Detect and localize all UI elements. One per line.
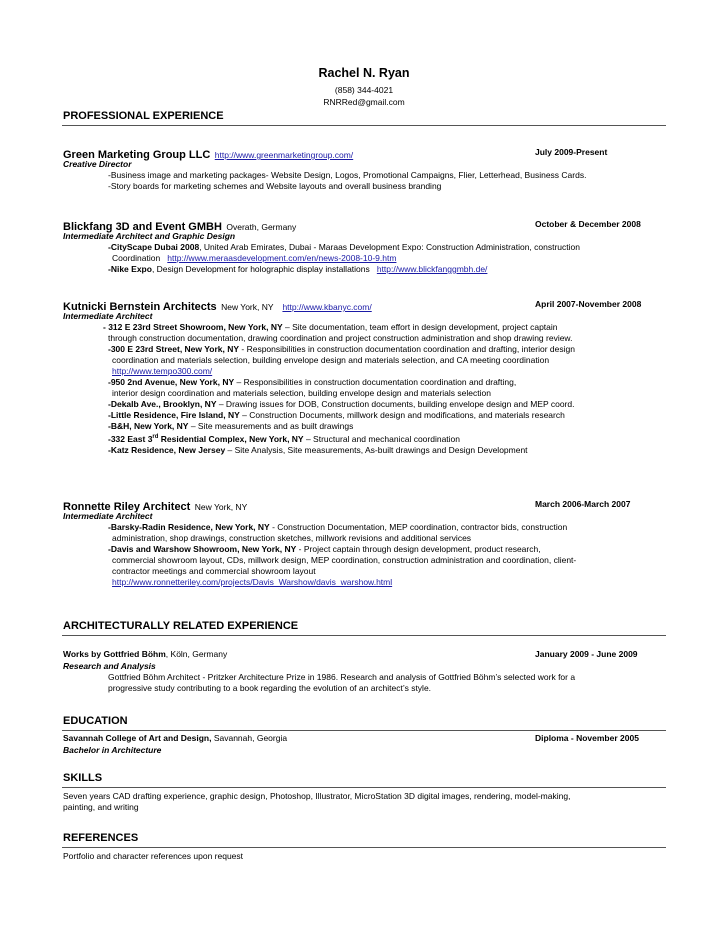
job-bullet: -Dekalb Ave., Brooklyn, NY – Drawing issues for DOB, Construction documents, building envelope design and MEP coord. — [108, 399, 575, 409]
company-link[interactable]: http://www.greenmarketingroup.com/ — [214, 150, 354, 160]
section-title-references: REFERENCES — [63, 832, 139, 844]
job-bullet: -332 East 3rd Residential Complex, New York, NY – Structural and mechanical coordination — [108, 433, 461, 444]
job-date: January 2009 - June 2009 — [535, 649, 638, 659]
job-role: Creative Director — [63, 159, 132, 169]
references-content — [63, 851, 663, 862]
job-description: progressive study contributing to a book regarding the evolution of an architect’s style. — [108, 683, 432, 693]
company-location: New York, NY — [221, 302, 274, 312]
resume-header — [300, 66, 428, 108]
job-ronnette-riley — [63, 497, 663, 588]
section-divider — [62, 787, 666, 788]
section-divider — [62, 730, 666, 731]
job-bullet: -Story boards for marketing schemes and Website layouts and overall business branding — [108, 181, 442, 191]
job-role: Intermediate Architect — [63, 311, 153, 321]
job-blickfang — [63, 217, 663, 275]
school-location: Savannah, Georgia — [211, 733, 288, 743]
email-address: RNRRed@gmail.com — [323, 97, 405, 107]
project-link[interactable]: http://www.blickfanggmbh.de/ — [376, 264, 488, 274]
section-title-professional: PROFESSIONAL EXPERIENCE — [63, 110, 224, 122]
school-name: Savannah College of Art and Design, — [63, 733, 212, 743]
job-date: April 2007-November 2008 — [535, 299, 642, 309]
skills-text: Seven years CAD drafting experience, graphic design, Photoshop, Illustrator, MicroStation 3D digital images, rendering, model-making, — [63, 791, 571, 801]
job-bullet-continuation: through construction documentation, drawing coordination and project construction administration and shop drawing review. — [108, 333, 573, 343]
section-divider — [62, 125, 666, 126]
job-green-marketing — [63, 145, 663, 192]
company-name: Blickfang 3D and Event GMBH — [63, 221, 222, 233]
job-bullet-continuation: coordination and materials selection, building envelope design and materials selection, and CA meeting coordination — [112, 355, 550, 365]
project-link[interactable]: http://www.ronnetteriley.com/projects/Davis_Warshow/davis_warshow.html — [112, 577, 393, 587]
section-title-skills: SKILLS — [63, 772, 103, 784]
candidate-name: Rachel N. Ryan — [318, 66, 410, 80]
education-date: Diploma - November 2005 — [535, 733, 639, 743]
job-bullet: -300 E 23rd Street, New York, NY - Responsibilities in construction documentation coordination and drafting, interior design — [108, 344, 575, 354]
job-bullet: -Little Residence, Fire Island, NY – Construction Documents, millwork design and modifications, and materials research — [108, 410, 565, 420]
experience-gottfried-bohm — [63, 649, 663, 694]
job-description: Gottfried Böhm Architect - Pritzker Architecture Prize in 1986. Research and analysis of Gottfried Böhm’s selected work for a — [108, 672, 576, 682]
job-role: Research and Analysis — [63, 661, 156, 671]
job-bullet-continuation: contractor meetings and commercial showroom layout — [112, 566, 316, 576]
company-name: Green Marketing Group LLC — [63, 149, 211, 161]
degree: Bachelor in Architecture — [63, 745, 162, 755]
job-role: Intermediate Architect — [63, 511, 153, 521]
job-bullet: -Katz Residence, New Jersey – Site Analysis, Site measurements, As-built drawings and Design Development — [108, 444, 528, 455]
job-bullet-continuation: Coordination http://www.meraasdevelopment.com/en/news-2008-10-9.htm — [112, 253, 397, 263]
job-bullet: -Business image and marketing packages- Website Design, Logos, Promotional Campaigns, Flier, Letterhead, Business Cards. — [108, 170, 587, 180]
job-bullet-continuation: administration, shop drawings, construction sketches, millwork revisions and additional services — [112, 533, 472, 543]
references-text: Portfolio and character references upon request — [63, 851, 244, 861]
job-date: October & December 2008 — [535, 219, 641, 229]
job-kutnicki-bernstein — [63, 297, 663, 456]
job-bullet: -Barsky-Radin Residence, New York, NY - Construction Documentation, MEP coordination, contractor bids, construction — [108, 522, 568, 532]
job-role: Intermediate Architect and Graphic Design — [63, 231, 236, 241]
section-title-education: EDUCATION — [63, 715, 128, 727]
company-location: Overath, Germany — [226, 222, 297, 232]
job-bullet-continuation: commercial showroom layout, CDs, millwork design, MEP coordination, construction administration and coordination, client- — [112, 555, 577, 565]
job-bullet: -Davis and Warshow Showroom, New York, NY - Project captain through design development, product research, — [108, 544, 541, 554]
section-title-architectural: ARCHITECTURALLY RELATED EXPERIENCE — [63, 620, 299, 632]
job-bullet-continuation — [63, 366, 663, 377]
company-name: Kutnicki Bernstein Architects — [63, 301, 217, 313]
job-bullet: -950 2nd Avenue, New York, NY – Responsibilities in construction documentation coordination and drafting, — [108, 377, 517, 387]
company-name: Works by Gottfried Böhm — [63, 649, 166, 659]
skills-content — [63, 791, 663, 813]
project-link[interactable]: http://www.tempo300.com/ — [112, 366, 213, 376]
job-bullet: - 312 E 23rd Street Showroom, New York, NY – Site documentation, team effort in design development, project captain — [103, 322, 558, 332]
project-link[interactable]: http://www.meraasdevelopment.com/en/news-2008-10-9.htm — [167, 253, 397, 263]
job-date: July 2009-Present — [535, 147, 608, 157]
job-bullet-continuation — [63, 577, 663, 588]
job-bullet: -Nike Expo, Design Development for holographic display installations http://www.blickfanggmbh.de/ — [108, 264, 488, 274]
phone-number: (858) 344-4021 — [334, 85, 394, 95]
job-bullet: -B&H, New York, NY – Site measurements and as built drawings — [108, 421, 354, 431]
skills-text: painting, and writing — [63, 802, 139, 812]
company-name: Ronnette Riley Architect — [63, 501, 191, 513]
company-location: , Köln, Germany — [165, 649, 228, 659]
job-date: March 2006-March 2007 — [535, 499, 631, 509]
job-bullet-continuation: interior design coordination and materials selection, building envelope design and materials selection — [112, 388, 491, 398]
section-divider — [62, 635, 666, 636]
job-bullet: -CityScape Dubai 2008, United Arab Emirates, Dubai - Maraas Development Expo: Construction Administration, construction — [108, 242, 580, 252]
section-divider — [62, 847, 666, 848]
company-link[interactable]: http://www.kbanyc.com/ — [282, 302, 372, 312]
education-entry — [63, 733, 663, 756]
company-location: New York, NY — [194, 502, 248, 512]
